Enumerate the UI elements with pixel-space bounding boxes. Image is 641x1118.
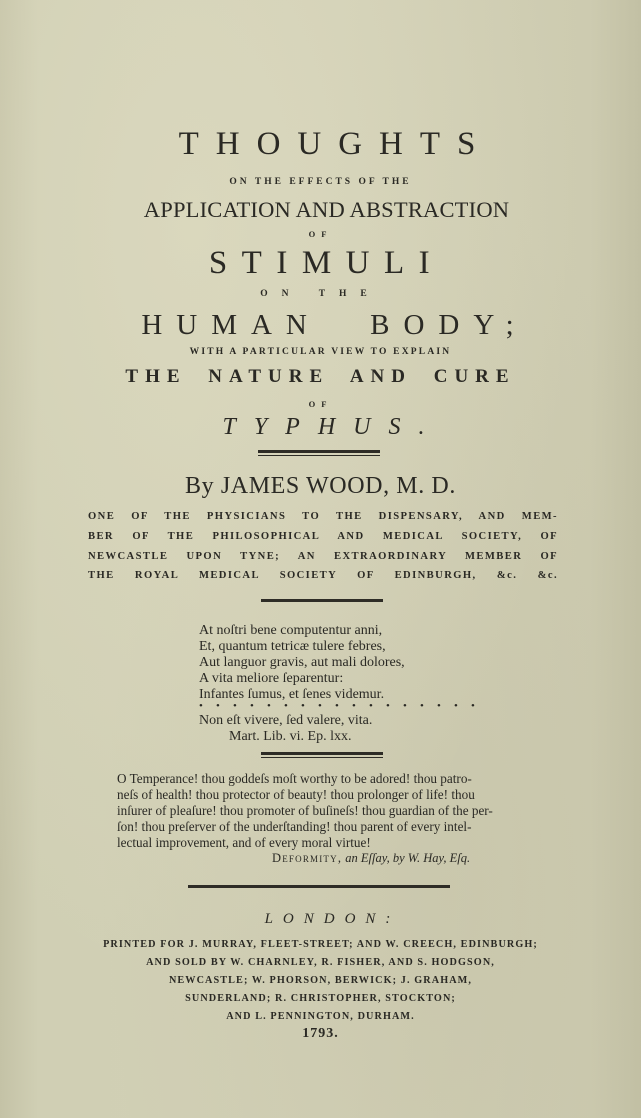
title-of-1: OF bbox=[308, 229, 333, 239]
quote-line: lectual improvement, and of every moral virtue! bbox=[117, 835, 371, 850]
quote-line: neſs of health! thou protector of beauty! thou prolonger of life! thou bbox=[117, 787, 475, 802]
title-of-2: OF bbox=[308, 399, 333, 409]
epigraph-closing: Non eſt vivere, ſed valere, vita. bbox=[199, 713, 373, 728]
imprint-line: PRINTED FOR J. MURRAY, FLEET-STREET; AND W. CREECH, EDINBURGH; bbox=[103, 939, 538, 950]
title-on-the-effects: ON THE EFFECTS OF THE bbox=[229, 177, 412, 187]
title-with-a-particular: WITH A PARTICULAR VIEW TO EXPLAIN bbox=[189, 347, 452, 357]
quote-attribution bbox=[272, 851, 641, 867]
attribution-title: Deformity, bbox=[272, 851, 343, 865]
epigraph-line: Aut languor gravis, aut mali dolores, bbox=[199, 655, 405, 670]
imprint-line: SUNDERLAND; R. CHRISTOPHER, STOCKTON; bbox=[185, 993, 456, 1004]
imprint-city: LONDON: bbox=[264, 911, 401, 927]
epigraph-source: Mart. Lib. vi. Ep. lxx. bbox=[229, 729, 352, 744]
attribution-rest: an Eſſay, by W. Hay, Eſq. bbox=[342, 851, 471, 865]
epigraph-line: At noſtri bene computentur anni, bbox=[199, 623, 383, 638]
imprint-year: 1793. bbox=[302, 1026, 339, 1041]
title-thoughts: THOUGHTS bbox=[178, 126, 493, 162]
title-nature-and-cure: THE NATURE AND CURE bbox=[125, 366, 516, 387]
epigraph-line: Et, quantum tetricæ tulere febres, bbox=[199, 639, 386, 654]
epigraph-line: A vita meliore ſeparentur: bbox=[199, 671, 344, 686]
quote-line: O Temperance! thou goddeſs moſt worthy to be adored! thou patro- bbox=[117, 771, 472, 786]
author-byline: By JAMES WOOD, M. D. bbox=[185, 473, 456, 499]
title-stimuli: STIMULI bbox=[208, 245, 445, 281]
imprint-line: AND L. PENNINGTON, DURHAM. bbox=[226, 1011, 415, 1022]
author-desc-line-2: BER OF THE PHILOSOPHICAL AND MEDICAL SOCIETY, OF bbox=[88, 531, 558, 542]
quote-line: ſon! thou preſerver of the underſtanding! thou parent of every intel- bbox=[117, 819, 472, 834]
epigraph-ellipsis: • • • • • • • • • • • • • • • • • bbox=[199, 700, 481, 712]
imprint-line: AND SOLD BY W. CHARNLEY, R. FISHER, AND S. HODGSON, bbox=[146, 957, 495, 968]
imprint-line: NEWCASTLE; W. PHORSON, BERWICK; J. GRAHAM, bbox=[168, 975, 473, 986]
author-desc-line-3: NEWCASTLE UPON TYNE; AN EXTRAORDINARY MEMBER OF bbox=[88, 551, 558, 562]
author-desc-line-1: ONE OF THE PHYSICIANS TO THE DISPENSARY, AND MEM- bbox=[88, 511, 558, 522]
epigraph-line: Infantes ſumus, et ſenes videmur. bbox=[199, 687, 385, 702]
title-typhus: TYPHUS. bbox=[222, 414, 443, 440]
author-desc-line-4: THE ROYAL MEDICAL SOCIETY OF EDINBURGH, &c. &c. bbox=[88, 570, 558, 581]
quote-line: inſurer of pleaſure! thou promoter of buſineſs! thou guardian of the per- bbox=[117, 803, 493, 818]
title-application: APPLICATION AND ABSTRACTION bbox=[143, 197, 510, 222]
title-human-body: HUMAN BODY; bbox=[141, 309, 528, 341]
title-on-the: ON THE bbox=[260, 289, 381, 299]
